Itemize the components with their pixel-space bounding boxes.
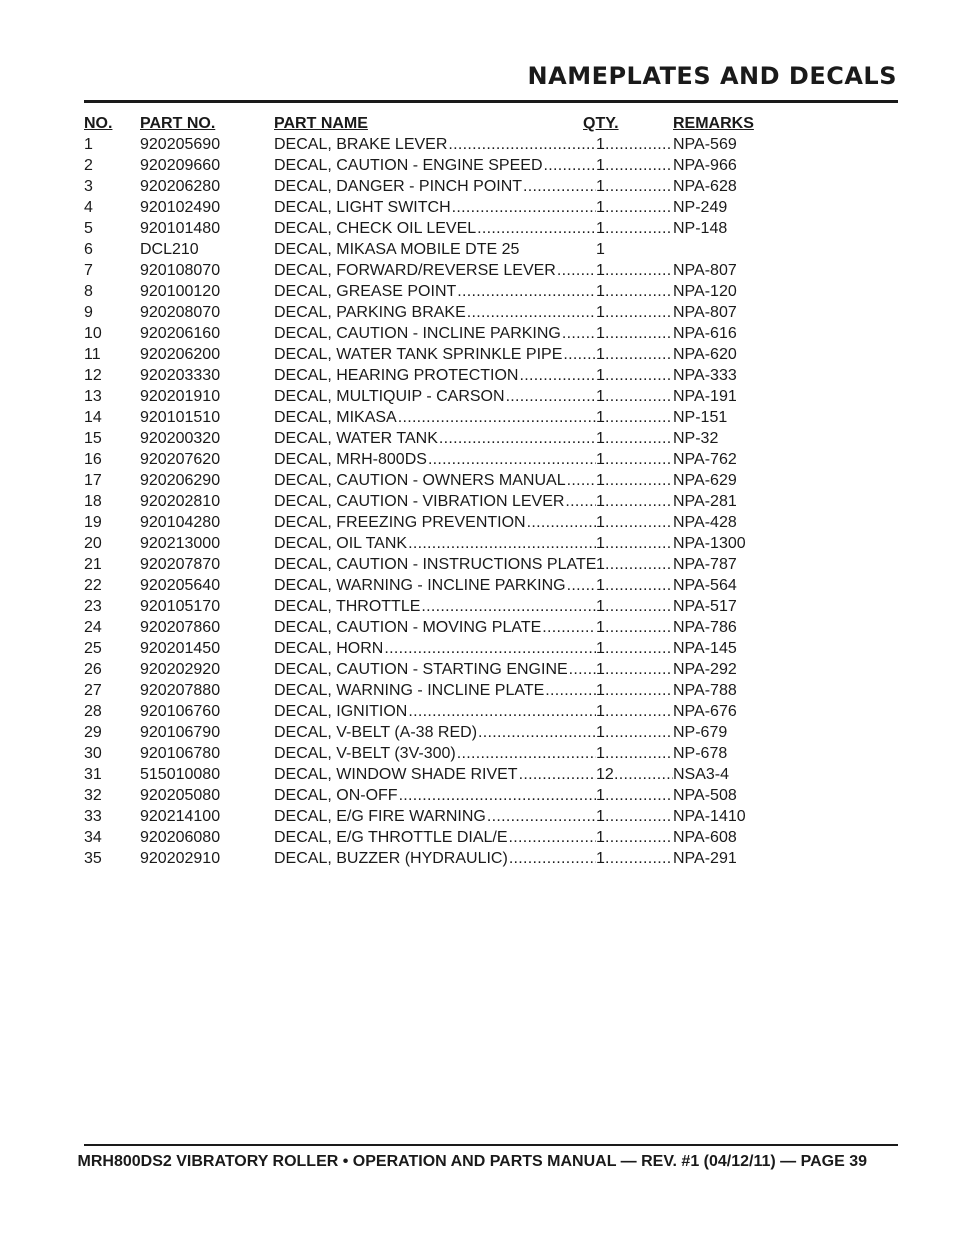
qty-leader [605, 176, 672, 197]
part-name: DECAL, WATER TANK [274, 430, 438, 447]
table-row [84, 218, 824, 239]
qty-leader [605, 470, 672, 491]
part-name: DECAL, CAUTION - MOVING PLATE [274, 619, 542, 636]
remarks: NPA-281 [673, 493, 737, 510]
column-header-part-name: PART NAME [274, 115, 368, 132]
quantity: 1 [596, 745, 605, 762]
row-number: 7 [84, 262, 93, 279]
remarks: NPA-676 [673, 703, 737, 720]
part-name-leader [274, 764, 596, 785]
part-name: DECAL, THROTTLE [274, 598, 421, 615]
row-number: 28 [84, 703, 102, 720]
row-number: 8 [84, 283, 93, 300]
table-row [84, 155, 824, 176]
part-number: 920207880 [140, 682, 221, 699]
table-row [84, 344, 824, 365]
qty-leader [605, 575, 672, 596]
qty-leader [614, 764, 673, 785]
part-number: 920106760 [140, 703, 221, 720]
remarks: NPA-762 [673, 451, 737, 468]
quantity: 1 [596, 199, 605, 216]
part-name-leader [274, 449, 596, 470]
row-number: 21 [84, 556, 102, 573]
remarks: NPA-428 [673, 514, 737, 531]
part-number: DCL210 [140, 241, 199, 258]
quantity: 1 [596, 850, 605, 867]
qty-leader [605, 134, 672, 155]
remarks: NP-148 [673, 220, 728, 237]
part-name-leader [274, 596, 596, 617]
qty-leader [605, 617, 672, 638]
quantity: 1 [596, 640, 605, 657]
part-name: DECAL, WATER TANK SPRINKLE PIPE [274, 346, 563, 363]
row-number: 24 [84, 619, 102, 636]
quantity: 1 [596, 262, 605, 279]
part-name: DECAL, MRH-800DS [274, 451, 427, 468]
part-name-leader [274, 239, 596, 260]
remarks: NP-32 [673, 430, 719, 447]
part-number: 920206290 [140, 472, 221, 489]
part-name: DECAL, MIKASA [274, 409, 397, 426]
part-name-leader [274, 155, 596, 176]
table-row [84, 470, 824, 491]
part-name-leader [274, 785, 596, 806]
part-number: 920106780 [140, 745, 221, 762]
part-number: 920108070 [140, 262, 221, 279]
row-number: 22 [84, 577, 102, 594]
qty-leader [605, 848, 672, 869]
part-name: DECAL, CAUTION - OWNERS MANUAL [274, 472, 566, 489]
part-number: 920207620 [140, 451, 221, 468]
part-name: DECAL, E/G THROTTLE DIAL/E [274, 829, 508, 846]
part-name-leader [274, 638, 596, 659]
remarks: NPA-508 [673, 787, 737, 804]
remarks: NP-679 [673, 724, 728, 741]
remarks: NPA-786 [673, 619, 737, 636]
part-name-leader [274, 428, 596, 449]
qty-leader [605, 659, 672, 680]
quantity: 1 [596, 367, 605, 384]
row-number: 11 [84, 346, 101, 363]
part-number: 515010080 [140, 766, 221, 783]
column-header-qty: QTY. [583, 115, 619, 132]
table-row [84, 491, 824, 512]
quantity: 1 [596, 472, 605, 489]
part-name: DECAL, GREASE POINT [274, 283, 457, 300]
part-name-leader [274, 701, 596, 722]
part-name-leader [274, 512, 596, 533]
row-number: 19 [84, 514, 102, 531]
part-number: 920209660 [140, 157, 221, 174]
table-row [84, 176, 824, 197]
row-number: 30 [84, 745, 102, 762]
part-name-leader [274, 575, 596, 596]
table-row [84, 533, 824, 554]
row-number: 14 [84, 409, 102, 426]
table-row [84, 428, 824, 449]
part-name: DECAL, WARNING - INCLINE PLATE [274, 682, 545, 699]
title-divider [84, 100, 898, 103]
remarks: NPA-292 [673, 661, 737, 678]
table-row [84, 764, 824, 785]
part-name: DECAL, HORN [274, 640, 384, 657]
table-row [84, 449, 824, 470]
quantity: 1 [596, 220, 605, 237]
quantity: 1 [596, 556, 605, 573]
qty-leader [605, 197, 672, 218]
quantity: 1 [596, 514, 605, 531]
qty-leader [605, 155, 672, 176]
quantity: 1 [596, 577, 605, 594]
parts-table [84, 113, 824, 869]
qty-leader [605, 344, 672, 365]
quantity: 1 [596, 241, 605, 258]
remarks: NPA-608 [673, 829, 737, 846]
part-name: DECAL, CAUTION - INSTRUCTIONS PLATE [274, 556, 596, 573]
quantity: 1 [596, 724, 605, 741]
part-name: DECAL, FREEZING PREVENTION [274, 514, 526, 531]
row-number: 29 [84, 724, 102, 741]
part-name: DECAL, LIGHT SWITCH [274, 199, 451, 216]
part-name: DECAL, BRAKE LEVER [274, 136, 448, 153]
remarks: NPA-517 [673, 598, 737, 615]
remarks: NP-249 [673, 199, 728, 216]
qty-leader [605, 491, 672, 512]
table-row [84, 239, 824, 260]
qty-leader [605, 554, 672, 575]
part-number: 920205690 [140, 136, 221, 153]
part-name-leader [274, 827, 596, 848]
qty-leader [605, 407, 672, 428]
remarks: NPA-787 [673, 556, 737, 573]
quantity: 1 [596, 304, 605, 321]
remarks: NPA-966 [673, 157, 737, 174]
row-number: 16 [84, 451, 102, 468]
part-number: 920213000 [140, 535, 221, 552]
qty-leader [605, 428, 672, 449]
quantity: 1 [596, 661, 605, 678]
part-name-leader [274, 806, 596, 827]
part-name-leader [274, 260, 596, 281]
table-row [84, 554, 824, 575]
remarks: NPA-620 [673, 346, 737, 363]
qty-leader [605, 302, 672, 323]
part-number: 920101510 [140, 409, 221, 426]
table-row [84, 260, 824, 281]
qty-leader [605, 260, 672, 281]
remarks: NP-678 [673, 745, 728, 762]
table-row [84, 743, 824, 764]
quantity: 1 [596, 493, 605, 510]
quantity: 1 [596, 430, 605, 447]
part-name: DECAL, CAUTION - STARTING ENGINE [274, 661, 568, 678]
quantity: 1 [596, 388, 605, 405]
part-number: 920106790 [140, 724, 221, 741]
table-row [84, 134, 824, 155]
row-number: 34 [84, 829, 102, 846]
qty-leader [605, 743, 672, 764]
row-number: 13 [84, 388, 102, 405]
table-row [84, 386, 824, 407]
column-header-remarks: REMARKS [673, 115, 754, 132]
part-name-leader [274, 848, 596, 869]
part-name-leader [274, 470, 596, 491]
remarks: NPA-569 [673, 136, 737, 153]
part-name: DECAL, CAUTION - ENGINE SPEED [274, 157, 543, 174]
part-name: DECAL, PARKING BRAKE [274, 304, 466, 321]
table-row [84, 785, 824, 806]
qty-leader [605, 701, 672, 722]
quantity: 1 [596, 808, 605, 825]
part-number: 920202810 [140, 493, 221, 510]
quantity: 1 [596, 325, 605, 342]
part-name: DECAL, CHECK OIL LEVEL [274, 220, 477, 237]
qty-leader [605, 323, 672, 344]
part-number: 920202910 [140, 850, 221, 867]
row-number: 2 [84, 157, 93, 174]
part-number: 920205080 [140, 787, 221, 804]
part-name-leader [274, 281, 596, 302]
qty-leader [605, 386, 672, 407]
column-header-part-no: PART NO. [140, 115, 216, 132]
row-number: 4 [84, 199, 93, 216]
qty-leader [605, 722, 672, 743]
part-number: 920207870 [140, 556, 221, 573]
table-row [84, 365, 824, 386]
quantity: 1 [596, 346, 605, 363]
quantity: 1 [596, 283, 605, 300]
remarks: NPA-564 [673, 577, 737, 594]
qty-leader [605, 449, 672, 470]
remarks: NPA-1300 [673, 535, 746, 552]
part-name-leader [274, 323, 596, 344]
part-number: 920206200 [140, 346, 221, 363]
part-name: DECAL, OIL TANK [274, 535, 408, 552]
part-number: 920202920 [140, 661, 221, 678]
part-number: 920200320 [140, 430, 221, 447]
part-name: DECAL, HEARING PROTECTION [274, 367, 519, 384]
part-name-leader [274, 743, 596, 764]
remarks: NPA-291 [673, 850, 737, 867]
quantity: 1 [596, 829, 605, 846]
remarks: NPA-629 [673, 472, 737, 489]
remarks: NPA-628 [673, 178, 737, 195]
table-row [84, 407, 824, 428]
row-number: 15 [84, 430, 102, 447]
qty-leader [605, 281, 672, 302]
part-name-leader [274, 680, 596, 701]
remarks: NPA-120 [673, 283, 737, 300]
table-row [84, 197, 824, 218]
qty-leader [605, 785, 672, 806]
row-number: 1 [84, 136, 93, 153]
part-number: 920206160 [140, 325, 221, 342]
row-number: 26 [84, 661, 102, 678]
part-name-leader [274, 533, 596, 554]
row-number: 23 [84, 598, 102, 615]
qty-leader [605, 365, 672, 386]
qty-leader [605, 218, 672, 239]
part-name-leader [274, 344, 596, 365]
quantity: 1 [596, 535, 605, 552]
part-name-leader [274, 386, 596, 407]
qty-leader [605, 680, 672, 701]
quantity: 1 [596, 682, 605, 699]
quantity: 1 [596, 703, 605, 720]
qty-leader [605, 533, 672, 554]
part-name: DECAL, IGNITION [274, 703, 408, 720]
quantity: 1 [596, 619, 605, 636]
part-name-leader [274, 302, 596, 323]
quantity: 1 [596, 178, 605, 195]
row-number: 32 [84, 787, 102, 804]
table-row [84, 575, 824, 596]
part-name: DECAL, BUZZER (HYDRAULIC) [274, 850, 508, 867]
part-number: 920105170 [140, 598, 221, 615]
part-number: 920205640 [140, 577, 221, 594]
quantity: 1 [596, 598, 605, 615]
row-number: 25 [84, 640, 102, 657]
table-row [84, 617, 824, 638]
remarks: NPA-616 [673, 325, 737, 342]
qty-leader [605, 512, 672, 533]
quantity: 1 [596, 451, 605, 468]
part-name-leader [274, 197, 596, 218]
remarks: NPA-807 [673, 304, 737, 321]
part-name-leader [274, 554, 596, 575]
part-number: 920104280 [140, 514, 221, 531]
part-name-leader [274, 617, 596, 638]
row-number: 9 [84, 304, 93, 321]
part-name: DECAL, V-BELT (3V-300) [274, 745, 456, 762]
table-row [84, 512, 824, 533]
part-name-leader [274, 659, 596, 680]
part-number: 920201450 [140, 640, 221, 657]
remarks: NSA3-4 [673, 766, 730, 783]
quantity: 12 [596, 766, 614, 783]
page-title: NAMEPLATES AND DECALS [527, 62, 897, 90]
table-row [84, 596, 824, 617]
remarks: NPA-1410 [673, 808, 746, 825]
part-name-leader [274, 218, 596, 239]
part-name-leader [274, 491, 596, 512]
part-name: DECAL, MULTIQUIP - CARSON [274, 388, 505, 405]
qty-leader [605, 638, 672, 659]
table-row [84, 722, 824, 743]
row-number: 10 [84, 325, 102, 342]
part-number: 920208070 [140, 304, 221, 321]
part-name-leader [274, 176, 596, 197]
row-number: 12 [84, 367, 102, 384]
page-footer: MRH800DS2 VIBRATORY ROLLER • OPERATION AND PARTS MANUAL — REV. #1 (04/12/11) — PAGE 39 [77, 1153, 867, 1170]
row-number: 3 [84, 178, 93, 195]
row-number: 20 [84, 535, 102, 552]
part-name: DECAL, WARNING - INCLINE PARKING [274, 577, 566, 594]
row-number: 5 [84, 220, 93, 237]
remarks: NPA-333 [673, 367, 737, 384]
row-number: 6 [84, 241, 93, 258]
part-number: 920206080 [140, 829, 221, 846]
part-number: 920214100 [140, 808, 221, 825]
row-number: 17 [84, 472, 102, 489]
quantity: 1 [596, 787, 605, 804]
part-name-leader [274, 365, 596, 386]
part-number: 920203330 [140, 367, 221, 384]
part-number: 920207860 [140, 619, 221, 636]
remarks: NP-151 [673, 409, 728, 426]
table-row [84, 701, 824, 722]
part-name-leader [274, 722, 596, 743]
qty-leader [605, 596, 672, 617]
table-row [84, 680, 824, 701]
row-number: 33 [84, 808, 102, 825]
table-row [84, 848, 824, 869]
row-number: 27 [84, 682, 102, 699]
row-number: 18 [84, 493, 102, 510]
part-number: 920101480 [140, 220, 221, 237]
part-name-leader [274, 407, 596, 428]
remarks: NPA-145 [673, 640, 737, 657]
table-row [84, 659, 824, 680]
footer-divider [84, 1144, 898, 1146]
row-number: 35 [84, 850, 102, 867]
table-row [84, 806, 824, 827]
part-name: DECAL, WINDOW SHADE RIVET [274, 766, 518, 783]
quantity: 1 [596, 157, 605, 174]
table-row [84, 281, 824, 302]
remarks: NPA-191 [673, 388, 737, 405]
remarks: NPA-788 [673, 682, 737, 699]
part-name: DECAL, MIKASA MOBILE DTE 25 [274, 241, 520, 258]
part-name: DECAL, CAUTION - VIBRATION LEVER [274, 493, 565, 510]
row-number: 31 [84, 766, 102, 783]
part-name: DECAL, FORWARD/REVERSE LEVER [274, 262, 556, 279]
part-number: 920206280 [140, 178, 221, 195]
quantity: 1 [596, 136, 605, 153]
part-name: DECAL, DANGER - PINCH POINT [274, 178, 523, 195]
part-name: DECAL, E/G FIRE WARNING [274, 808, 486, 825]
column-header-no: NO. [84, 115, 113, 132]
part-name: DECAL, V-BELT (A-38 RED) [274, 724, 478, 741]
remarks: NPA-807 [673, 262, 737, 279]
part-number: 920102490 [140, 199, 221, 216]
part-name-leader [274, 134, 596, 155]
table-row [84, 302, 824, 323]
part-number: 920100120 [140, 283, 221, 300]
table-header-row [84, 113, 824, 134]
part-number: 920201910 [140, 388, 221, 405]
qty-leader [605, 806, 672, 827]
table-row [84, 323, 824, 344]
table-row [84, 827, 824, 848]
part-name: DECAL, ON-OFF [274, 787, 398, 804]
table-row [84, 638, 824, 659]
quantity: 1 [596, 409, 605, 426]
part-name: DECAL, CAUTION - INCLINE PARKING [274, 325, 561, 342]
qty-leader [605, 827, 672, 848]
